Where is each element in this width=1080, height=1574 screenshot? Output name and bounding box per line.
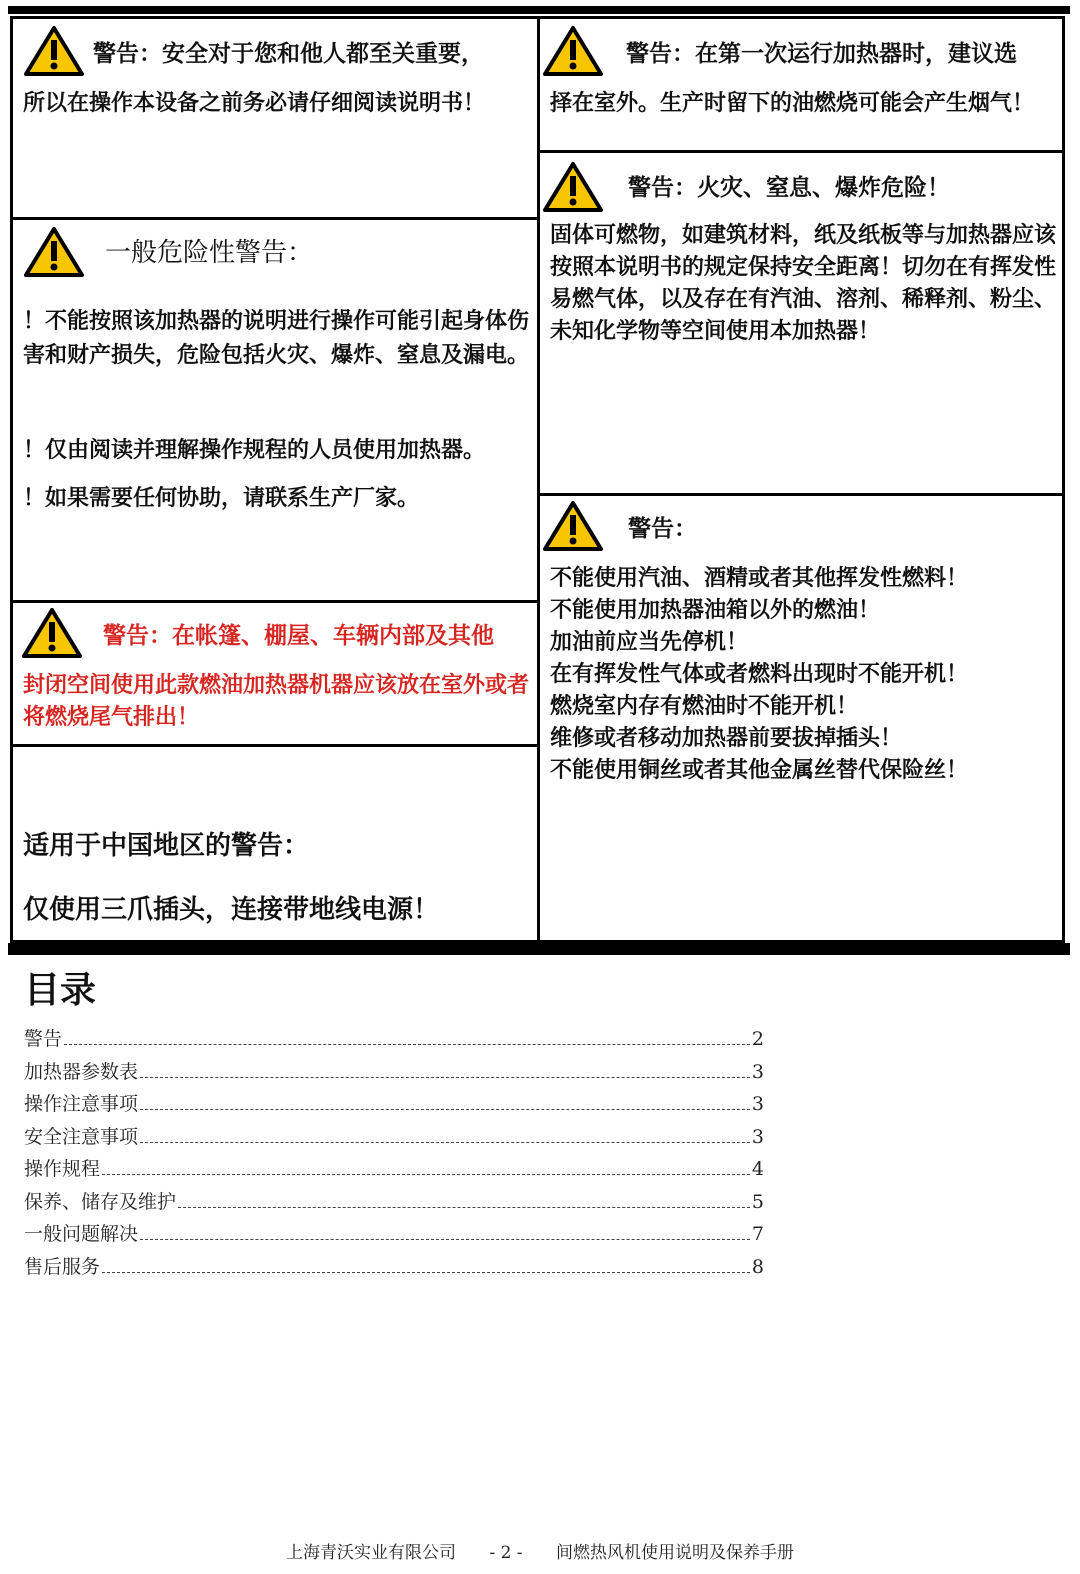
toc-entry[interactable] xyxy=(24,1089,764,1122)
fuel-warning-line: 不能使用铜丝或者其他金属丝替代保险丝！ xyxy=(550,757,969,783)
fire-hazard-heading: 警告：火灾、窒息、爆炸危险！ xyxy=(628,174,950,201)
hazard-paragraph-1: ！不能按照该加热器的说明进行操作可能引起身体伤害和财产损失，危险包括火灾、爆炸、窒息及漏电。 xyxy=(23,308,530,368)
fuel-warning-box xyxy=(537,493,1065,943)
toc-leader xyxy=(140,1142,750,1143)
toc-entry-label: 操作注意事项 xyxy=(24,1093,139,1115)
first-run-warning-box xyxy=(537,16,1065,153)
footer-company: 上海青沃实业有限公司 xyxy=(286,1543,457,1563)
toc-entry-page: 2 xyxy=(751,1028,764,1050)
hazard-paragraph-2: ！仅由阅读并理解操作规程的人员使用加热器。 xyxy=(23,437,486,463)
page-footer xyxy=(0,1538,1080,1563)
toc-entry-label: 一般问题解决 xyxy=(24,1223,139,1245)
toc-entry-page: 3 xyxy=(751,1060,764,1083)
toc-entry-page: 7 xyxy=(751,1223,764,1245)
top-rule xyxy=(8,6,1070,14)
fuel-warning-line: 维修或者移动加热器前要拔掉插头！ xyxy=(550,725,903,751)
warning-triangle-icon xyxy=(542,25,604,77)
toc-entry[interactable] xyxy=(24,1122,764,1155)
toc-entry-page: 3 xyxy=(751,1093,764,1115)
warning-triangle-icon xyxy=(23,25,85,77)
fuel-warning-line: 不能使用汽油、酒精或者其他挥发性燃料！ xyxy=(550,565,969,591)
warning-triangle-icon xyxy=(542,161,604,213)
enclosed-space-body: 封闭空间使用此款燃油加热器机器应该放在室外或者将燃烧尾气排出！ xyxy=(23,672,530,730)
table-of-contents xyxy=(24,1024,764,1284)
toc-entry-label: 安全注意事项 xyxy=(24,1125,139,1148)
toc-entry-page: 4 xyxy=(751,1158,764,1180)
toc-entry[interactable] xyxy=(24,1252,764,1285)
general-hazard-heading: 一般危险性警告： xyxy=(105,238,314,268)
toc-entry[interactable] xyxy=(24,1057,764,1090)
warning-triangle-icon xyxy=(542,500,604,552)
hazard-paragraph-3: ！如果需要任何协助，请联系生产厂家。 xyxy=(23,485,420,511)
toc-entry[interactable] xyxy=(24,1024,764,1057)
toc-leader xyxy=(140,1239,750,1240)
enclosed-space-heading: 警告：在帐篷、棚屋、车辆内部及其他 xyxy=(103,622,494,649)
toc-leader xyxy=(178,1207,750,1208)
first-run-heading: 警告：在第一次运行加热器时，建议选 xyxy=(626,40,1017,67)
toc-entry[interactable] xyxy=(24,1187,764,1220)
toc-leader xyxy=(102,1174,750,1175)
fuel-warning-line: 在有挥发性气体或者燃料出现时不能开机！ xyxy=(550,661,969,687)
first-run-body: 择在室外。生产时留下的油燃烧可能会产生烟气！ xyxy=(550,90,1035,116)
warning-heading: 警告：安全对于您和他人都至关重要， xyxy=(93,40,484,67)
enclosed-space-warning-box xyxy=(10,600,540,747)
fire-hazard-box xyxy=(537,150,1065,496)
toc-leader xyxy=(64,1044,750,1045)
china-warning-heading: 适用于中国地区的警告： xyxy=(23,831,310,861)
warning-box-read-manual xyxy=(10,16,540,220)
toc-entry-label: 警告 xyxy=(24,1028,63,1050)
toc-entry-page: 3 xyxy=(751,1125,764,1148)
fuel-warning-line: 燃烧室内存有燃油时不能开机！ xyxy=(550,693,859,719)
toc-entry-label: 加热器参数表 xyxy=(24,1060,139,1083)
toc-entry[interactable] xyxy=(24,1154,764,1187)
toc-entry-label: 保养、储存及维护 xyxy=(24,1190,177,1213)
fuel-warning-line: 加油前应当先停机！ xyxy=(550,629,749,655)
fuel-warning-line: 不能使用加热器油箱以外的燃油！ xyxy=(550,597,881,623)
toc-entry-page: 8 xyxy=(751,1255,764,1278)
bottom-rule xyxy=(8,943,1070,955)
china-warning-box xyxy=(10,744,540,943)
china-warning-body: 仅使用三爪插头，连接带地线电源！ xyxy=(23,895,440,925)
fire-hazard-body: 固体可燃物，如建筑材料，纸及纸板等与加热器应该按照本说明书的规定保持安全距离！切勿在有挥发性易燃气体，以及存在有汽油、溶剂、稀释剂、粉尘、未知化学物等空间使用本加热器！ xyxy=(550,222,1057,344)
footer-page-number: - 2 - xyxy=(489,1543,523,1563)
toc-leader xyxy=(140,1109,750,1110)
toc-leader xyxy=(140,1077,750,1078)
toc-title: 目录 xyxy=(24,970,97,1011)
toc-entry-label: 售后服务 xyxy=(24,1255,101,1278)
warning-triangle-icon xyxy=(21,607,83,659)
warning-body: 所以在操作本设备之前务必请仔细阅读说明书！ xyxy=(23,90,486,116)
toc-leader xyxy=(102,1272,750,1273)
toc-entry-page: 5 xyxy=(751,1190,764,1213)
toc-entry-label: 操作规程 xyxy=(24,1158,101,1180)
general-hazard-box xyxy=(10,217,540,603)
warning-triangle-icon xyxy=(23,226,85,278)
toc-entry[interactable] xyxy=(24,1219,764,1252)
fuel-warning-heading: 警告： xyxy=(628,515,697,542)
footer-manual-title: 间燃热风机使用说明及保养手册 xyxy=(555,1543,794,1563)
